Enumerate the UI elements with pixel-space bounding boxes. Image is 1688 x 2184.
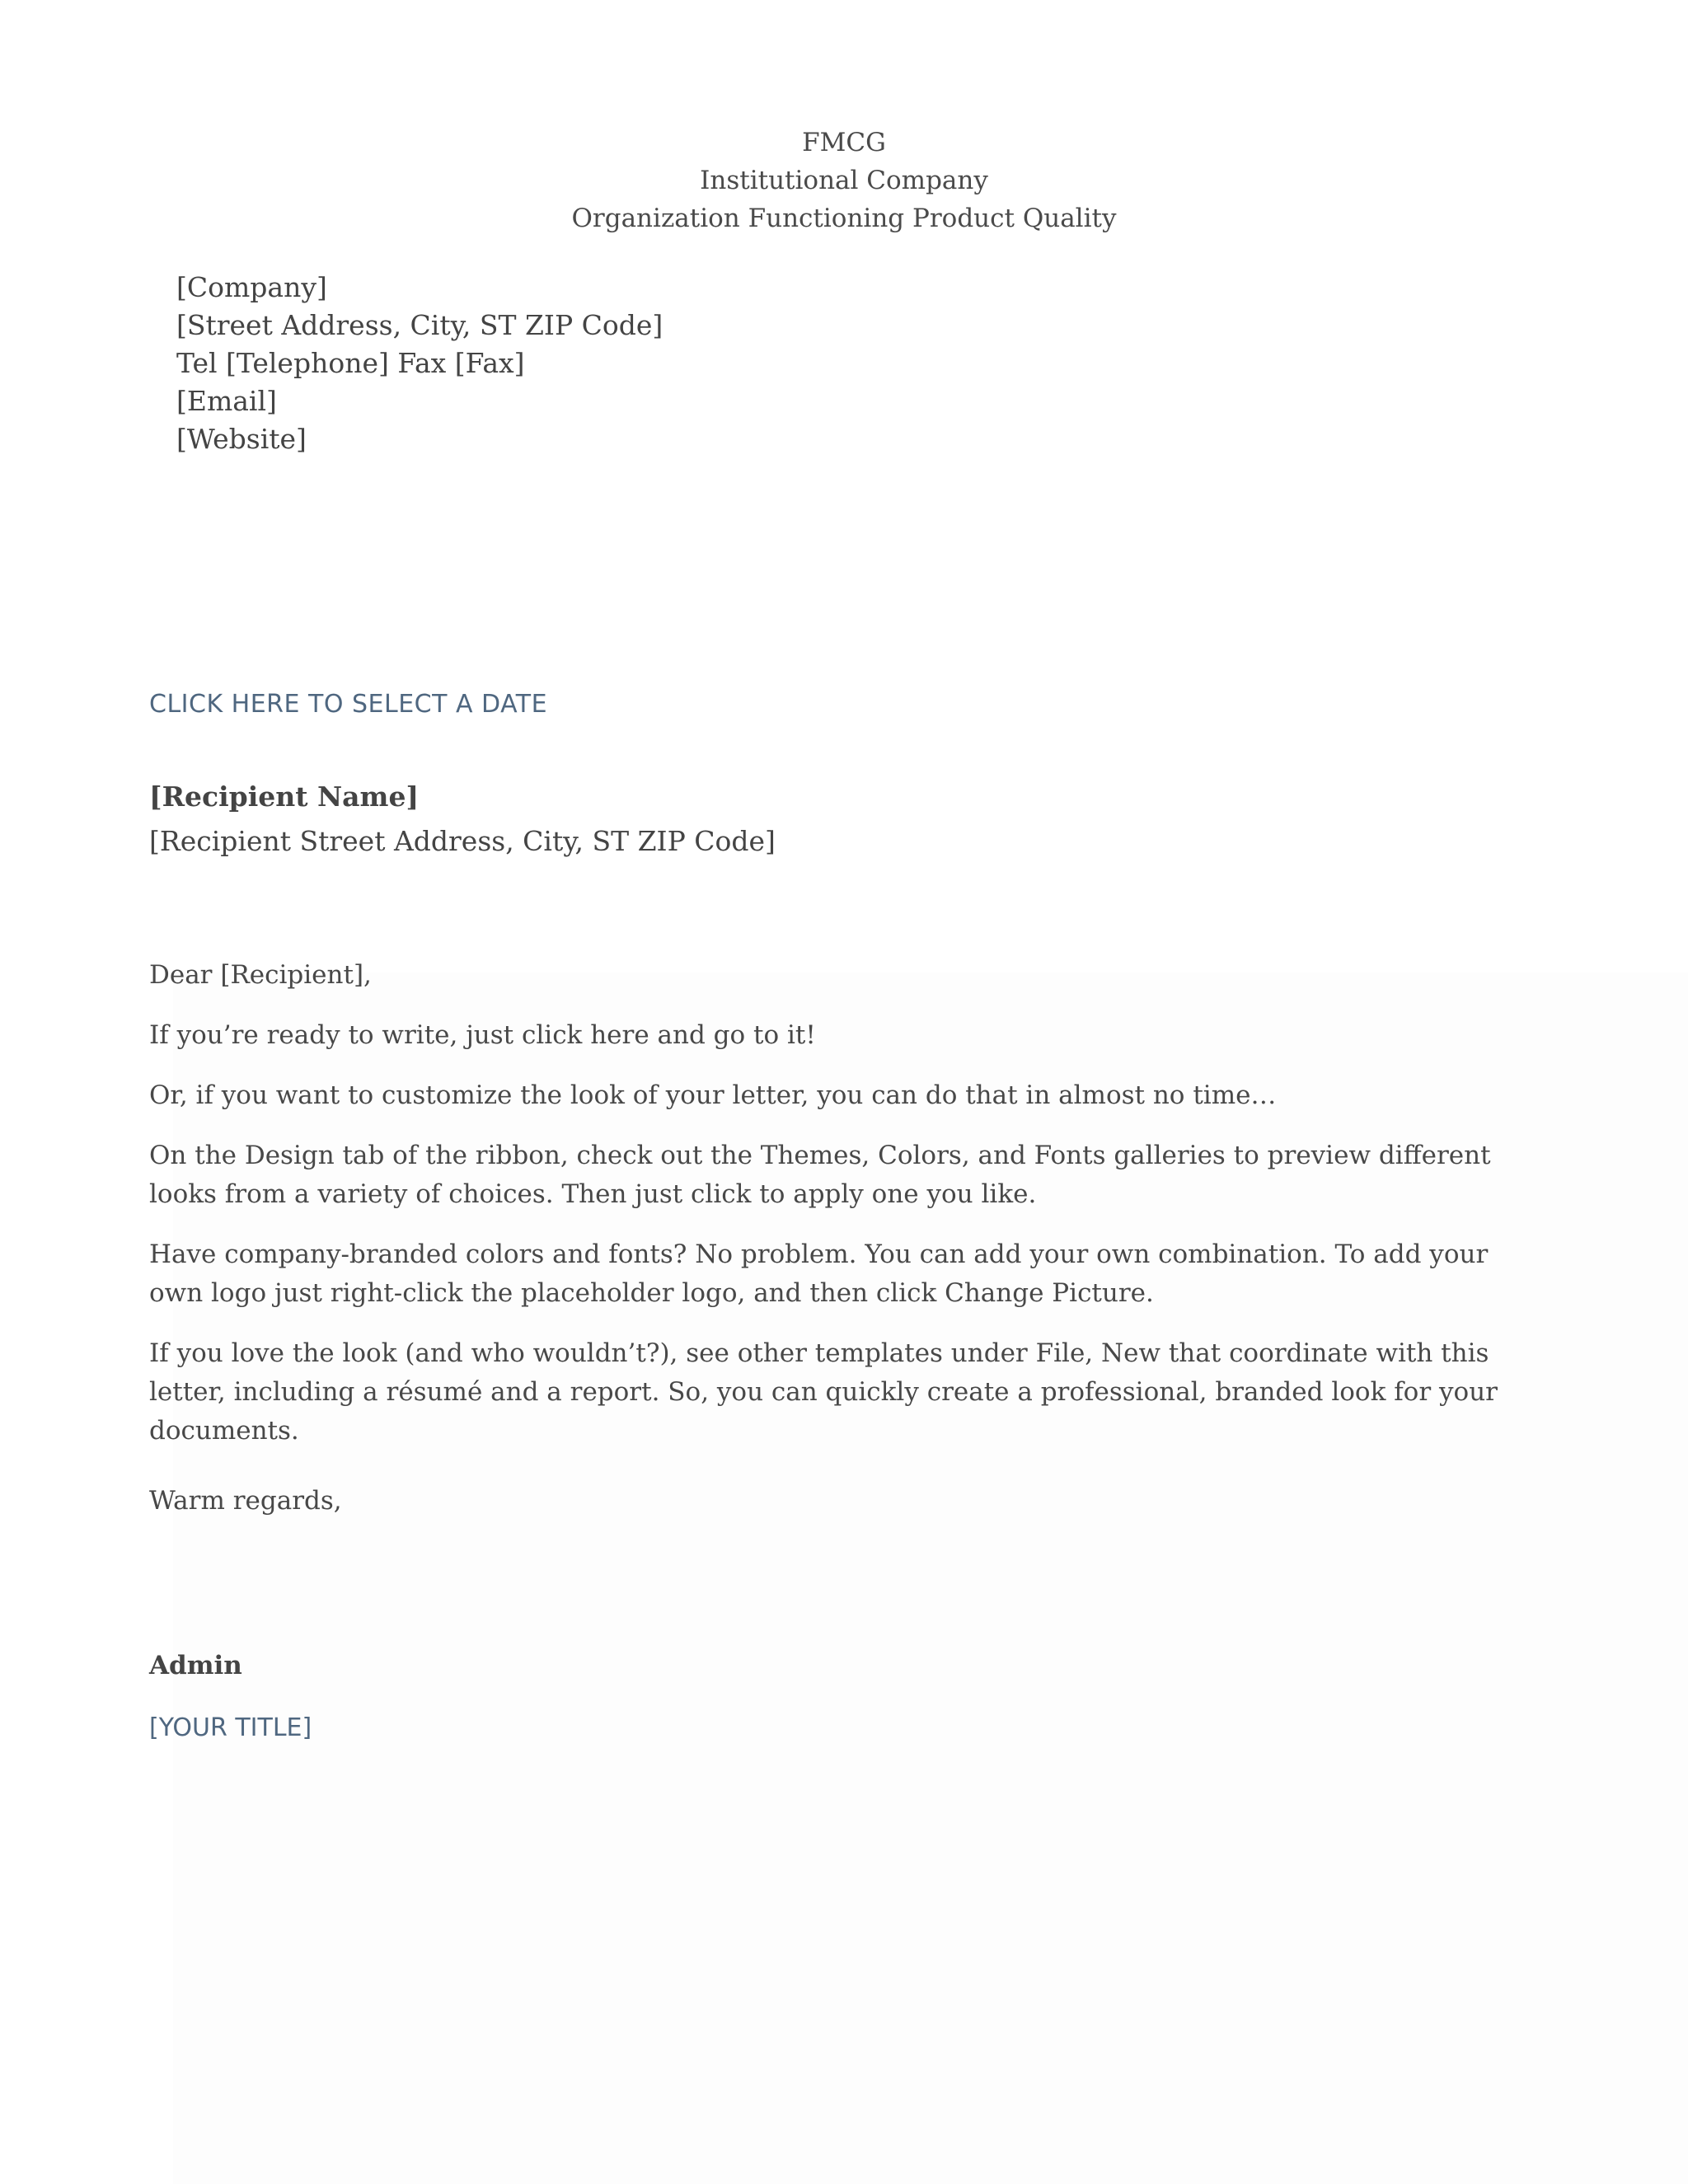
salutation[interactable]: Dear [Recipient], xyxy=(149,960,372,990)
sender-phone-fax[interactable]: Tel [Telephone] Fax [Fax] xyxy=(176,347,525,379)
letter-body xyxy=(149,956,1534,1472)
signature-title-placeholder[interactable]: [YOUR TITLE] xyxy=(149,1713,312,1742)
sender-website[interactable]: [Website] xyxy=(176,423,307,455)
sender-email[interactable]: [Email] xyxy=(176,385,277,417)
body-paragraph-1[interactable]: If you’re ready to write, just click here and go to it! xyxy=(149,1020,816,1050)
recipient-block xyxy=(149,775,776,864)
recipient-address[interactable]: [Recipient Street Address, City, ST ZIP Code] xyxy=(149,825,776,857)
letterhead-line-3: Organization Functioning Product Quality xyxy=(571,204,1117,233)
sender-block xyxy=(176,269,663,458)
signature-name[interactable]: Admin xyxy=(149,1651,242,1680)
body-paragraph-2[interactable]: Or, if you want to customize the look of your letter, you can do that in almost no time… xyxy=(149,1080,1277,1110)
sender-company[interactable]: [Company] xyxy=(176,271,327,303)
closing[interactable]: Warm regards, xyxy=(149,1486,342,1516)
body-paragraph-4[interactable]: Have company-branded colors and fonts? No problem. You can add your own combination. To add your own logo just right-click the placeholder logo, and then click Change Picture. xyxy=(149,1240,1489,1308)
body-paragraph-5[interactable]: If you love the look (and who wouldn’t?), see other templates under File, New that coordinate with this letter, including a résumé and a report. So, you can quickly create a professional, branded look for your documents. xyxy=(149,1338,1498,1446)
letterhead-line-1: FMCG xyxy=(802,128,886,157)
letterhead xyxy=(0,124,1688,237)
letterhead-line-2: Institutional Company xyxy=(700,166,988,195)
body-paragraph-3[interactable]: On the Design tab of the ribbon, check out the Themes, Colors, and Fonts galleries to preview different looks from a variety of choices. Then just click to apply one you like. xyxy=(149,1141,1491,1209)
sender-address[interactable]: [Street Address, City, ST ZIP Code] xyxy=(176,309,663,341)
recipient-name[interactable]: [Recipient Name] xyxy=(149,780,420,813)
date-picker-placeholder[interactable]: CLICK HERE TO SELECT A DATE xyxy=(149,690,548,719)
